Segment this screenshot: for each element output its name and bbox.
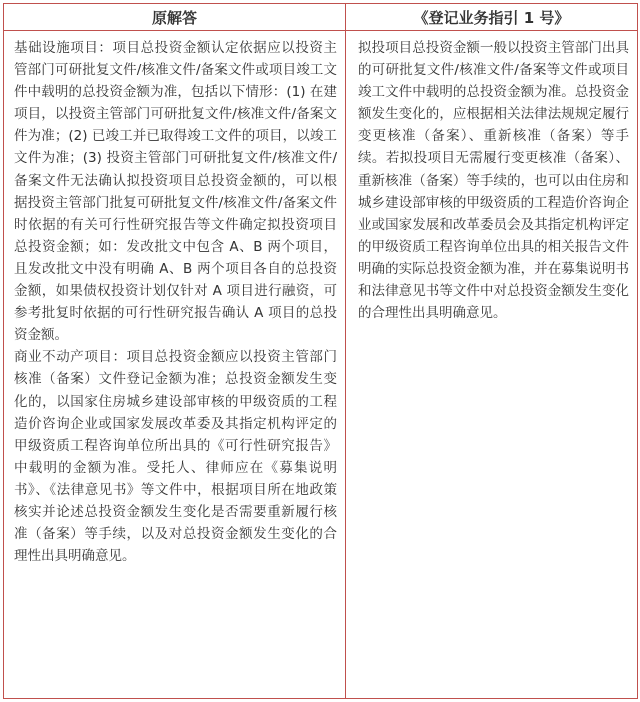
guideline-paragraph: 拟投项目总投资金额一般以投资主管部门出具的可研批复文件/核准文件/备案等文件或项目竣工文件中载明的总投资金额为准。总投资金额发生变化的，应根据相关法律法规规定履行变更核准（备案）、重新核准（备案）等手续。若拟投项目无需履行变更核准（备案）、重新核准（备案）等手续的，也可以由住房和城乡建设部审核的甲级资质的工程造价咨询企业或国家发展和改革委员会及其指定机构评定的甲级资质工程咨询单位出具的相关报告文件明确的实际总投资金额为准，并在募集说明书和法律意见书等文件中对总投资金额发生变化的合理性出具明确意见。 (358, 40, 629, 322)
infrastructure-paragraph: 基础设施项目：项目总投资金额认定依据应以投资主管部门可研批复文件/核准文件/备案文件或项目竣工文件中载明的总投资金额为准，包括以下情形：(1) 在建项目，以投资主管部门可研批复文件/核准文件/备案文件为准；(2) 已竣工并已取得竣工文件的项目，以竣工文件为准；(3) 投资主管部门可研批复文件/核准文件/备案文件无法确认拟投资项目总投资金额的，可以根据投资主管部门批复可研批复文件/核准文件/备案文件时依据的有关可行性研究报告等文件确定拟投资项目总投资金额；如：发改批文中包含 A、B 两个项目，且发改批文中没有明确 A、B 两个项目各自的总投资金额，如果债权投资计划仅针对 A 项目进行融资，可参考批复时依据的可行性研究报告确认 A 项目的总投资金额。 (14, 40, 337, 344)
comparison-table (3, 3, 638, 699)
header-original-answer: 原解答 (4, 4, 346, 31)
header-registration-guideline: 《登记业务指引 1 号》 (346, 4, 638, 31)
table-header-row (4, 4, 638, 31)
table-row (4, 31, 638, 699)
original-answer-cell (4, 31, 346, 699)
commercial-real-estate-paragraph: 商业不动产项目：项目总投资金额应以投资主管部门核准（备案）文件登记金额为准；总投资金额发生变化的，以国家住房城乡建设部审核的甲级资质的工程造价咨询企业或国家发展改革委及其指定机构评定的甲级资质工程咨询单位所出具的《可行性研究报告》中载明的金额为准。受托人、律师应在《募集说明书》、《法律意见书》等文件中，根据项目所在地政策核实并论述总投资金额发生变化是否需要重新履行核准（备案）等手续，以及对总投资金额发生变化的合理性出具明确意见。 (14, 349, 337, 565)
guideline-cell (346, 31, 638, 699)
